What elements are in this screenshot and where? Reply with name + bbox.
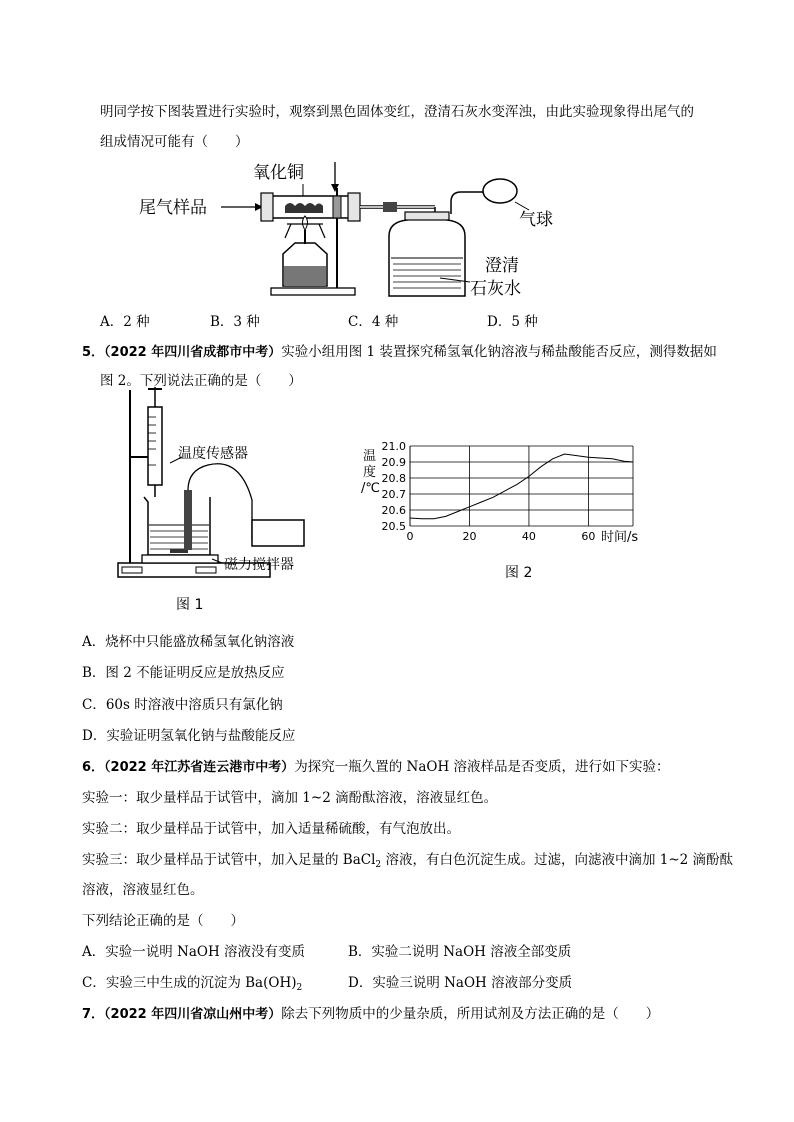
chart-y-tick-label: 20.8 — [381, 472, 406, 485]
chart-ylabel-char2: 度 — [363, 465, 377, 480]
q4-option-b — [210, 313, 260, 331]
q4-option-c — [348, 313, 398, 331]
fig2-caption: 图 2 — [505, 565, 533, 581]
q4-option-b-text: 3 种 — [233, 314, 260, 330]
chart-x-tick-label: 60 — [581, 530, 596, 543]
limewater-label-line2: 石灰水 — [470, 279, 521, 299]
q4-option-d-text: 5 种 — [511, 314, 538, 330]
q5-option-d — [82, 727, 295, 745]
q4-option-a-text: 2 种 — [123, 314, 150, 330]
q6-option-c-letter: C． — [82, 975, 106, 991]
q6-experiment-1: 实验一：取少量样品于试管中，滴加 1~2 滴酚酞溶液，溶液显红色。 — [82, 790, 498, 806]
q4-option-a-letter: A． — [100, 314, 124, 330]
chart-x-tick-label: 40 — [521, 530, 536, 543]
chart-y-tick-label: 20.7 — [381, 488, 406, 501]
chart-x-ticks — [407, 530, 596, 543]
q6-option-c-subscript: 2 — [296, 983, 303, 993]
q7-source: （2022 年四川省凉山州中考） — [104, 1007, 282, 1022]
chart-y-tick-label: 20.9 — [381, 456, 406, 469]
q6-stem-text: 为探究一瓶久置的 NaOH 溶液样品是否变质，进行如下实验： — [294, 759, 670, 775]
q6-option-c-text: 实验三中生成的沉淀为 Ba(OH) — [105, 975, 297, 991]
q6-option-a — [82, 943, 305, 961]
q6-option-b — [348, 943, 571, 961]
q5-stem-line1 — [82, 343, 717, 362]
q5-option-b — [82, 664, 285, 682]
chart-series-line — [410, 454, 633, 519]
q6-option-d — [348, 974, 572, 992]
q6-question: 下列结论正确的是（ ） — [82, 913, 244, 929]
balloon-label: 气球 — [519, 210, 553, 230]
q6-option-b-text: 实验二说明 NaOH 溶液全部变质 — [371, 944, 572, 960]
chart-xlabel: 时间/s — [601, 530, 639, 545]
q5-option-b-text: 图 2 不能证明反应是放热反应 — [105, 665, 285, 681]
q4-option-d — [487, 313, 538, 331]
q4-option-d-letter: D． — [487, 314, 512, 330]
chart-y-tick-label: 20.5 — [381, 520, 406, 533]
q5-option-a — [82, 633, 294, 651]
q7-number: 7． — [82, 1007, 105, 1022]
chart-y-tick-label: 21.0 — [381, 440, 406, 453]
q6-exp3-part-b: 溶液，有白色沉淀生成。过滤，向滤液中滴加 1~2 滴酚酞 — [381, 852, 734, 868]
q5-source: （2022 年四川省成都市中考） — [104, 345, 282, 360]
q6-option-a-text: 实验一说明 NaOH 溶液没有变质 — [105, 944, 306, 960]
q6-option-a-letter: A． — [82, 944, 106, 960]
q4-option-c-text: 4 种 — [371, 314, 399, 330]
q5-figure1-apparatus — [112, 385, 312, 615]
q6-option-b-letter: B． — [348, 944, 372, 960]
q5-stem-text: 实验小组用图 1 装置探究稀氢氧化钠溶液与稀盐酸能否反应，测得数据如 — [281, 344, 717, 360]
q5-option-b-letter: B． — [82, 665, 106, 681]
q6-option-d-text: 实验三说明 NaOH 溶液部分变质 — [372, 975, 573, 991]
q5-number: 5． — [82, 345, 105, 360]
q7-stem-text: 除去下列物质中的少量杂质，所用试剂及方法正确的是（ ） — [281, 1006, 660, 1022]
q6-stem — [82, 758, 670, 777]
q5-option-c — [82, 696, 283, 714]
chart-ylabel-char3: /℃ — [361, 481, 380, 496]
chart-x-tick-label: 0 — [406, 530, 414, 543]
q5-stem-line2: 图 2。下列说法正确的是（ ） — [100, 373, 302, 389]
q5-option-a-letter: A． — [82, 634, 106, 650]
chart-y-tick-label: 20.6 — [381, 504, 406, 517]
q6-option-c — [82, 974, 302, 997]
limewater-label-line1: 澄清 — [485, 256, 519, 276]
q4-stem-line2: 组成情况可能有（ ） — [100, 134, 249, 150]
q6-experiment-3-line2: 溶液，溶液显红色。 — [82, 882, 204, 898]
chart-x-tick-label: 20 — [462, 530, 477, 543]
fig1-sensor-label: 温度传感器 — [178, 446, 248, 462]
q5-figure2-chart — [355, 438, 660, 583]
q5-option-c-letter: C． — [82, 697, 106, 713]
q6-experiment-2: 实验二：取少量样品于试管中，加入适量稀硫酸，有气泡放出。 — [82, 821, 460, 837]
q4-apparatus-figure — [135, 158, 565, 303]
q6-source: （2022 年江苏省连云港市中考） — [104, 760, 295, 775]
fig1-caption: 图 1 — [176, 597, 204, 613]
q4-option-a — [100, 313, 150, 331]
q4-option-c-letter: C． — [348, 314, 372, 330]
gas-sample-label: 尾气样品 — [139, 198, 207, 218]
q4-stem-line1: 明同学按下图装置进行实验时，观察到黑色固体变红，澄清石灰水变浑浊，由此实验现象得出尾气的 — [100, 104, 694, 120]
q6-exp3-part-a: 实验三：取少量样品于试管中，加入足量的 BaCl — [82, 852, 376, 868]
q5-option-d-text: 实验证明氢氧化钠与盐酸能反应 — [106, 728, 296, 744]
q4-option-b-letter: B． — [210, 314, 234, 330]
chart-ylabel-char1: 温 — [363, 449, 377, 464]
copper-oxide-label: 氧化铜 — [253, 163, 304, 183]
q6-experiment-3 — [82, 851, 733, 874]
q6-exp3-subscript: 2 — [375, 860, 382, 870]
q5-option-c-text: 60s 时溶液中溶质只有氯化钠 — [105, 697, 283, 713]
fig1-stirrer-label: 磁力搅拌器 — [224, 557, 294, 573]
q5-option-d-letter: D． — [82, 728, 107, 744]
q6-option-d-letter: D． — [348, 975, 373, 991]
q6-number: 6． — [82, 760, 105, 775]
q5-option-a-text: 烧杯中只能盛放稀氢氧化钠溶液 — [105, 634, 295, 650]
chart-y-ticks — [382, 440, 407, 533]
q7-stem — [82, 1005, 659, 1024]
